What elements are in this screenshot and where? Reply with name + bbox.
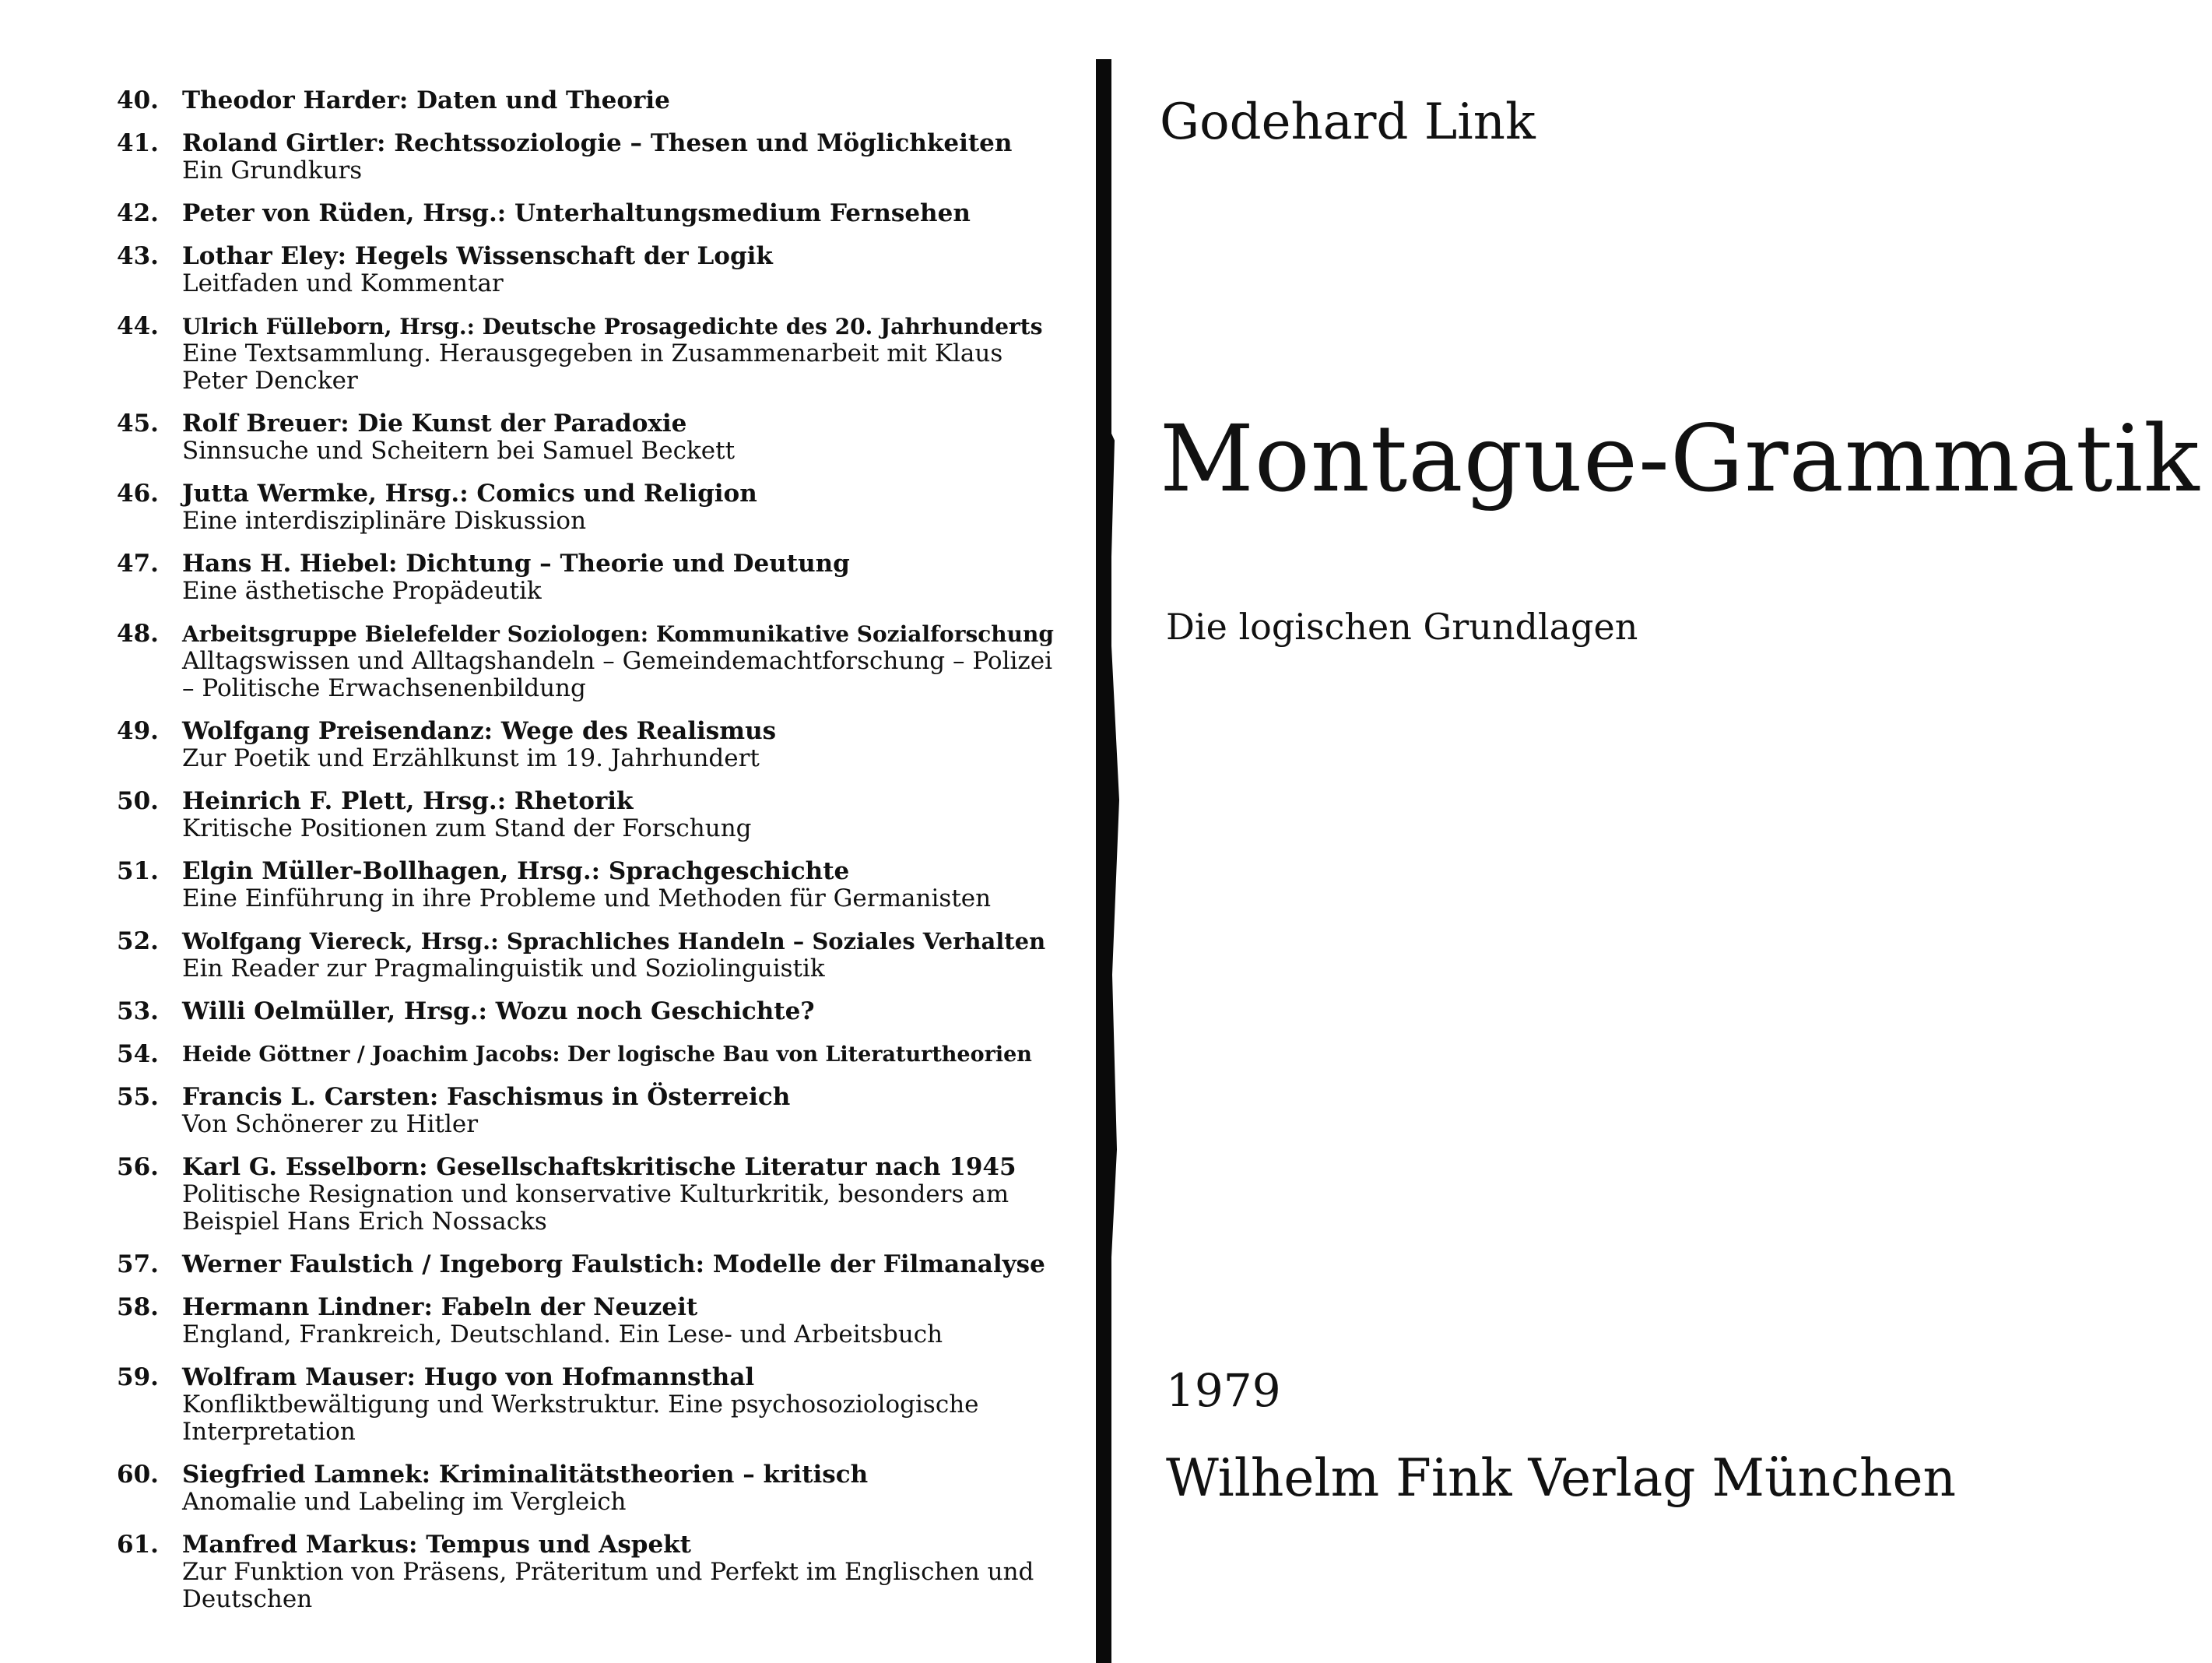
entry-title: Rolf Breuer: Die Kunst der Paradoxie xyxy=(182,410,687,438)
entry-number: 53. xyxy=(117,997,159,1025)
entry-title: Wolfram Mauser: Hugo von Hofmannsthal xyxy=(182,1363,755,1391)
entry-title: Lothar Eley: Hegels Wissenschaft der Logik xyxy=(182,242,773,270)
publisher-name: Wilhelm Fink Verlag München xyxy=(1166,1448,1957,1508)
series-entry xyxy=(117,998,1059,1025)
entry-subtitle: Konfliktbewältigung und Werkstruktur. Eine psychosoziologische Interpretation xyxy=(182,1391,979,1446)
entry-title: Roland Girtler: Rechtssoziologie – Thesen und Möglichkeiten xyxy=(182,129,1013,157)
series-entry xyxy=(117,410,1059,465)
series-entry xyxy=(117,1084,1059,1138)
entry-title: Siegfried Lamnek: Kriminalitätstheorien – kritisch xyxy=(182,1461,869,1489)
entry-number: 45. xyxy=(117,410,159,438)
entry-title: Willi Oelmüller, Hrsg.: Wozu noch Geschichte? xyxy=(182,997,815,1025)
series-entry xyxy=(117,928,1059,983)
series-entry xyxy=(117,87,1059,114)
series-entry xyxy=(117,480,1059,535)
entry-subtitle: Sinnsuche und Scheitern bei Samuel Beckett xyxy=(182,437,736,465)
entry-title: Jutta Wermke, Hrsg.: Comics und Religion xyxy=(182,480,757,508)
series-entry xyxy=(117,621,1059,702)
entry-subtitle: Ein Grundkurs xyxy=(182,156,363,185)
entry-number: 60. xyxy=(117,1461,159,1489)
series-entry xyxy=(117,1154,1059,1236)
entry-title: Elgin Müller-Bollhagen, Hrsg.: Sprachgeschichte xyxy=(182,857,850,885)
entry-number: 51. xyxy=(117,857,159,885)
entry-number: 61. xyxy=(117,1531,159,1559)
entry-title: Wolfgang Preisendanz: Wege des Realismus xyxy=(182,717,777,745)
entry-subtitle: Alltagswissen und Alltagshandeln – Gemeindemachtforschung – Polizei – Politische Erwachsenenbildung xyxy=(182,647,1053,702)
entry-title: Wolfgang Viereck, Hrsg.: Sprachliches Handeln – Soziales Verhalten xyxy=(182,928,1046,955)
series-entry xyxy=(117,718,1059,772)
entry-title: Francis L. Carsten: Faschismus in Österreich xyxy=(182,1083,791,1111)
series-entry xyxy=(117,1531,1059,1613)
series-entry xyxy=(117,788,1059,842)
series-entry xyxy=(117,1294,1059,1348)
entry-subtitle: Anomalie und Labeling im Vergleich xyxy=(182,1488,627,1516)
entry-subtitle: Eine Textsammlung. Herausgegeben in Zusammenarbeit mit Klaus Peter Dencker xyxy=(182,339,1003,395)
entry-subtitle: Kritische Positionen zum Stand der Forschung xyxy=(182,814,752,842)
entry-subtitle: Politische Resignation und konservative Kulturkritik, besonders am Beispiel Hans Erich Nossacks xyxy=(182,1180,1009,1236)
entry-number: 59. xyxy=(117,1363,159,1391)
series-entry xyxy=(117,130,1059,185)
series-entry xyxy=(117,243,1059,297)
series-entry xyxy=(117,858,1059,912)
entry-number: 44. xyxy=(117,312,159,340)
book-subtitle: Die logischen Grundlagen xyxy=(1166,606,1638,648)
entry-subtitle: Zur Poetik und Erzählkunst im 19. Jahrhundert xyxy=(182,744,760,772)
entry-number: 47. xyxy=(117,550,159,578)
entry-subtitle: Leitfaden und Kommentar xyxy=(182,269,504,297)
entry-number: 57. xyxy=(117,1250,159,1278)
entry-number: 54. xyxy=(117,1040,159,1068)
author-name: Godehard Link xyxy=(1160,93,1536,151)
series-entry xyxy=(117,313,1059,395)
entry-number: 41. xyxy=(117,129,159,157)
entry-title: Manfred Markus: Tempus und Aspekt xyxy=(182,1531,691,1559)
entry-title: Ulrich Fülleborn, Hrsg.: Deutsche Prosagedichte des 20. Jahrhunderts xyxy=(182,314,1043,339)
entry-title: Hermann Lindner: Fabeln der Neuzeit xyxy=(182,1293,698,1321)
entry-title: Hans H. Hiebel: Dichtung – Theorie und Deutung xyxy=(182,550,850,578)
series-entry xyxy=(117,1251,1059,1278)
series-entry xyxy=(117,1041,1059,1068)
entry-title: Werner Faulstich / Ingeborg Faulstich: Modelle der Filmanalyse xyxy=(182,1250,1045,1278)
entry-number: 58. xyxy=(117,1293,159,1321)
entry-subtitle: Von Schönerer zu Hitler xyxy=(182,1110,479,1138)
entry-title: Heide Göttner / Joachim Jacobs: Der logische Bau von Literaturtheorien xyxy=(182,1042,1032,1067)
entry-subtitle: Ein Reader zur Pragmalinguistik und Soziolinguistik xyxy=(182,955,825,983)
entry-subtitle: Eine ästhetische Propädeutik xyxy=(182,577,542,605)
entry-title: Theodor Harder: Daten und Theorie xyxy=(182,86,670,114)
series-entry xyxy=(117,1461,1059,1516)
entry-number: 48. xyxy=(117,620,159,648)
entry-number: 43. xyxy=(117,242,159,270)
entry-number: 49. xyxy=(117,717,159,745)
entry-subtitle: Zur Funktion von Präsens, Präteritum und Perfekt im Englischen und Deutschen xyxy=(182,1558,1034,1613)
series-entry xyxy=(117,1364,1059,1446)
entry-number: 52. xyxy=(117,927,159,955)
entry-number: 50. xyxy=(117,787,159,815)
entry-title: Peter von Rüden, Hrsg.: Unterhaltungsmedium Fernsehen xyxy=(182,199,971,227)
entry-number: 40. xyxy=(117,86,159,114)
series-entry xyxy=(117,200,1059,227)
entry-subtitle: Eine interdisziplinäre Diskussion xyxy=(182,507,587,535)
entry-subtitle: England, Frankreich, Deutschland. Ein Lese- und Arbeitsbuch xyxy=(182,1320,943,1348)
entry-title: Karl G. Esselborn: Gesellschaftskritische Literatur nach 1945 xyxy=(182,1153,1016,1181)
book-spine xyxy=(1096,59,1111,1663)
entry-number: 42. xyxy=(117,199,159,227)
entry-number: 55. xyxy=(117,1083,159,1111)
entry-number: 56. xyxy=(117,1153,159,1181)
entry-title: Heinrich F. Plett, Hrsg.: Rhetorik xyxy=(182,787,634,815)
series-entry xyxy=(117,550,1059,605)
entry-subtitle: Eine Einführung in ihre Probleme und Methoden für Germanisten xyxy=(182,884,992,912)
book-title: Montague-Grammatik xyxy=(1160,405,2200,512)
series-list xyxy=(117,87,1059,1629)
entry-title: Arbeitsgruppe Bielefelder Soziologen: Kommunikative Sozialforschung xyxy=(182,621,1054,647)
publication-year: 1979 xyxy=(1166,1364,1281,1417)
entry-number: 46. xyxy=(117,480,159,508)
